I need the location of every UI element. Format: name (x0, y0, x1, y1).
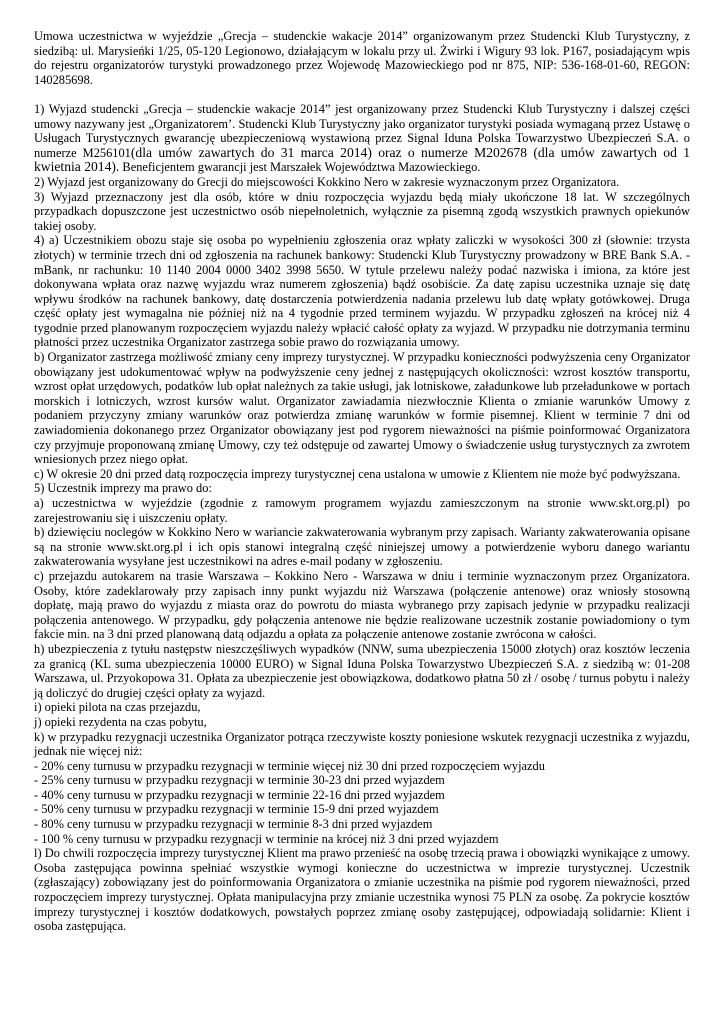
clause-1-text: 1) Wyjazd studencki „Grecja – studenckie wakacje 2014” jest organizowany przez Studencki Klub Turystyczny i dalszej części umowy nazywany jest „Organizatorem’. Studencki Klub Turystyczny jako organizator turystyki posiada wymaganą przez Ustawę o Usługach Turystycznych gwarancję ubezpieczeniową wystawioną przez Signal Iduna Polska Towarzystwo Ubezpieczeń S.A. o numerze M256101 (34, 101, 690, 160)
fee-item: - 80% ceny turnusu w przypadku rezygnacji w terminie 8-3 dni przed wyjazdem (34, 817, 433, 832)
clause-5b: b) dziewięciu noclegów w Kokkino Nero w wariancie zakwaterowania wybranym przy zapisach. Warianty zakwaterowania opisane są na stronie www.skt.org.pl i ich opis stanowi integralną część niniejszej umowy a potwierdzenie wyboru danego wariantu zakwaterowania wysyłane jest uczestnikowi na adres e-mail podany w zgłoszeniu. (34, 525, 690, 569)
clause-1 (34, 102, 690, 175)
clause-1-guarantee-dates: (dla umów zawartych do 31 marca 2014) oraz o numerze M202678 (dla umów zawartych od 1 kwietnia 2014). (34, 144, 690, 175)
clause-2: 2) Wyjazd jest organizowany do Grecji do miejscowości Kokkino Nero w zakresie wyznaczonym przez Organizatora. (34, 174, 620, 189)
clause-5j: j) opieki rezydenta na czas pobytu, (34, 714, 207, 729)
clause-3: 3) Wyjazd przeznaczony jest dla osób, które w dniu rozpoczęcia wyjazdu będą miały ukończone 18 lat. W szczególnych przypadkach dopuszczone jest uczestnictwo osób niepełnoletnich, wyłącznie za pisemną zgodą wszystkich prawnych opiekunów takiej osoby. (34, 189, 690, 233)
clause-5: 5) Uczestnik imprezy ma prawo do: (34, 481, 212, 496)
clause-4b: b) Organizator zastrzega możliwość zmiany ceny imprezy turystycznej. W przypadku konieczności podwyższenia ceny Organizator obowiązany jest udokumentować wpływ na podwyższenie ceny jednej z następujących okoliczności: wzrost kosztów transportu, wzrost opłat urzędowych, podatków lub opłat należnych za takie usługi, jak lotniskowe, załadunkowe lub przeładunkowe w portach morskich i lotniczych, wzrost kursów walut. Organizator zawiadamia niezwłocznie Klienta o zmianie warunków Umowy z podaniem przyczyny zmiany warunków oraz potwierdza zmianę warunków w formie pisemnej. Klient w terminie 7 dni od zawiadomienia dokonanego przez Organizator obowiązany jest pod rygorem nieważności na piśmie poinformować Organizatora czy przyjmuje proponowaną zmianę Umowy, czy też odstępuje od zawartej Umowy o świadczenie usług turystycznych za zwrotem wniesionych przez niego opłat. (34, 350, 690, 467)
fee-item: - 40% ceny turnusu w przypadku rezygnacji w terminie 22-16 dni przed wyjazdem (34, 787, 445, 802)
clause-1-beneficiary: Beneficjentem gwarancji jest Marszałek Województwa Mazowieckiego. (119, 160, 481, 175)
fee-item: - 25% ceny turnusu w przypadku rezygnacji w terminie 30-23 dni przed wyjazdem (34, 773, 445, 788)
intro-paragraph: Umowa uczestnictwa w wyjeździe „Grecja – studenckie wakacje 2014” organizowanym przez Studencki Klub Turystyczny, z siedzibą: ul. Marysieńki 1/25, 05-120 Legionowo, działającym w lokalu przy ul. Żwirki i Wigury 93 lok. P167, posiadającym wpis do rejestru organizatorów turystyki prowadzonego przez Wojewodę Mazowieckiego pod nr 875, NIP: 536-168-01-60, REGON: 140285698. (34, 29, 690, 87)
clause-5l: l) Do chwili rozpoczęcia imprezy turystycznej Klient ma prawo przenieść na osobę trzecią prawa i obowiązki wynikające z umowy. Osoba zastępująca powinna spełniać wszystkie wymogi konieczne do uczestnictwa w imprezie turystycznej. Uczestnik (zgłaszający) zobowiązany jest do poinformowania Organizatora o zmianie uczestnika na piśmie pod rygorem nieważności, przed rozpoczęciem imprezy turystycznej. Opłata manipulacyjna przy zmianie uczestnika wynosi 75 PLN za osobę. Za pokrycie kosztów imprezy turystycznej i kosztów dodatkowych, powstałych poprzez zmianę osoby zastępującej, odpowiadają solidarnie: Klient i osoba zastępująca. (34, 846, 690, 934)
clause-4c: c) W okresie 20 dni przed datą rozpoczęcia imprezy turystycznej cena ustalona w umowie z Klientem nie może być podwyższana. (34, 466, 681, 481)
clause-4a: 4) a) Uczestnikiem obozu staje się osoba po wypełnieniu zgłoszenia oraz wpłaty zaliczki w wysokości 300 zł (słownie: trzysta złotych) w terminie trzech dni od zgłoszenia na rachunek bankowy: Studencki Klub Turystyczny prowadzony w BRE Bank S.A. - mBank, nr rachunku: 10 1140 2004 0000 3402 3998 5650. W tytule przelewu należy podać nazwiska i imiona, za które jest dokonywana wpłata oraz nazwę wyjazdu wraz numerem zgłoszenia) bądź osobiście. Za datę zapisu uczestnika uznaje się datę wpływu środków na rachunek bankowy, datę dostarczenia potwierdzenia nadania przelewu lub datę wpłaty gotówkowej. Druga część opłaty jest wymagalna nie później niż na 4 tygodnie przed terminem wyjazdu. W przypadku zgłoszeń na krócej niż 4 tygodnie przed planowanym rozpoczęciem wyjazdu należy wpłacić całość opłaty za wyjazd. W przypadku nie dotrzymania terminu płatności przez uczestnika Organizator zastrzega sobie prawo do rozwiązania umowy. (34, 233, 690, 350)
clause-5h: h) ubezpieczenia z tytułu następstw nieszczęśliwych wypadków (NNW, suma ubezpieczenia 15000 złotych) oraz kosztów leczenia za granicą (KL suma ubezpieczenia 10000 EURO) w Signal Iduna Polska Towarzystwo Ubezpieczeń S.A. z siedzibą w: 01-208 Warszawa, ul. Przyokopowa 31. Opłata za ubezpieczenie jest obowiązkowa, dodatkowo płatna 50 zł / osobę / turnus pobytu i należy ją doliczyć do drugiej części opłaty za wyjazd. (34, 641, 690, 700)
fee-item: - 50% ceny turnusu w przypadku rezygnacji w terminie 15-9 dni przed wyjazdem (34, 802, 439, 817)
clause-5k: k) w przypadku rezygnacji uczestnika Organizator potrąca rzeczywiste koszty poniesione wskutek rezygnacji uczestnika z wyjazdu, jednak nie więcej niż: (34, 729, 690, 759)
paragraph-gap (34, 87, 690, 102)
clause-5c: c) przejazdu autokarem na trasie Warszawa – Kokkino Nero - Warszawa w dniu i terminie wyznaczonym przez Organizatora. Osoby, które zadeklarowały przy zapisach inny punkt wyjazdu niż Warszawa (połączenie antenowe) oraz wniosły stosowną dopłatę, mają prawo do wyjazdu z miasta oraz do powrotu do miasta wybranego przy zapisach jedynie w przypadku realizacji połączenia antenowego. W przypadku, gdy połączenia antenowe nie będzie realizowane uczestnik zostanie powiadomiony o tym fakcie min. na 3 dni przed planowaną datą odjazdu a opłata za połączenie antenowe zostanie zwrócona w całości. (34, 568, 690, 642)
clause-5i: i) opieki pilota na czas przejazdu, (34, 700, 201, 715)
fee-item: - 20% ceny turnusu w przypadku rezygnacji w terminie więcej niż 30 dni przed rozpoczęciem wyjazdu (34, 758, 545, 773)
clause-5a: a) uczestnictwa w wyjeździe (zgodnie z ramowym programem wyjazdu zamieszczonym na stronie www.skt.org.pl) po zarejestrowaniu się i uiszczeniu opłaty. (34, 496, 690, 525)
fee-item: - 100 % ceny turnusu w przypadku rezygnacji w terminie na krócej niż 3 dni przed wyjazdem (34, 831, 499, 846)
